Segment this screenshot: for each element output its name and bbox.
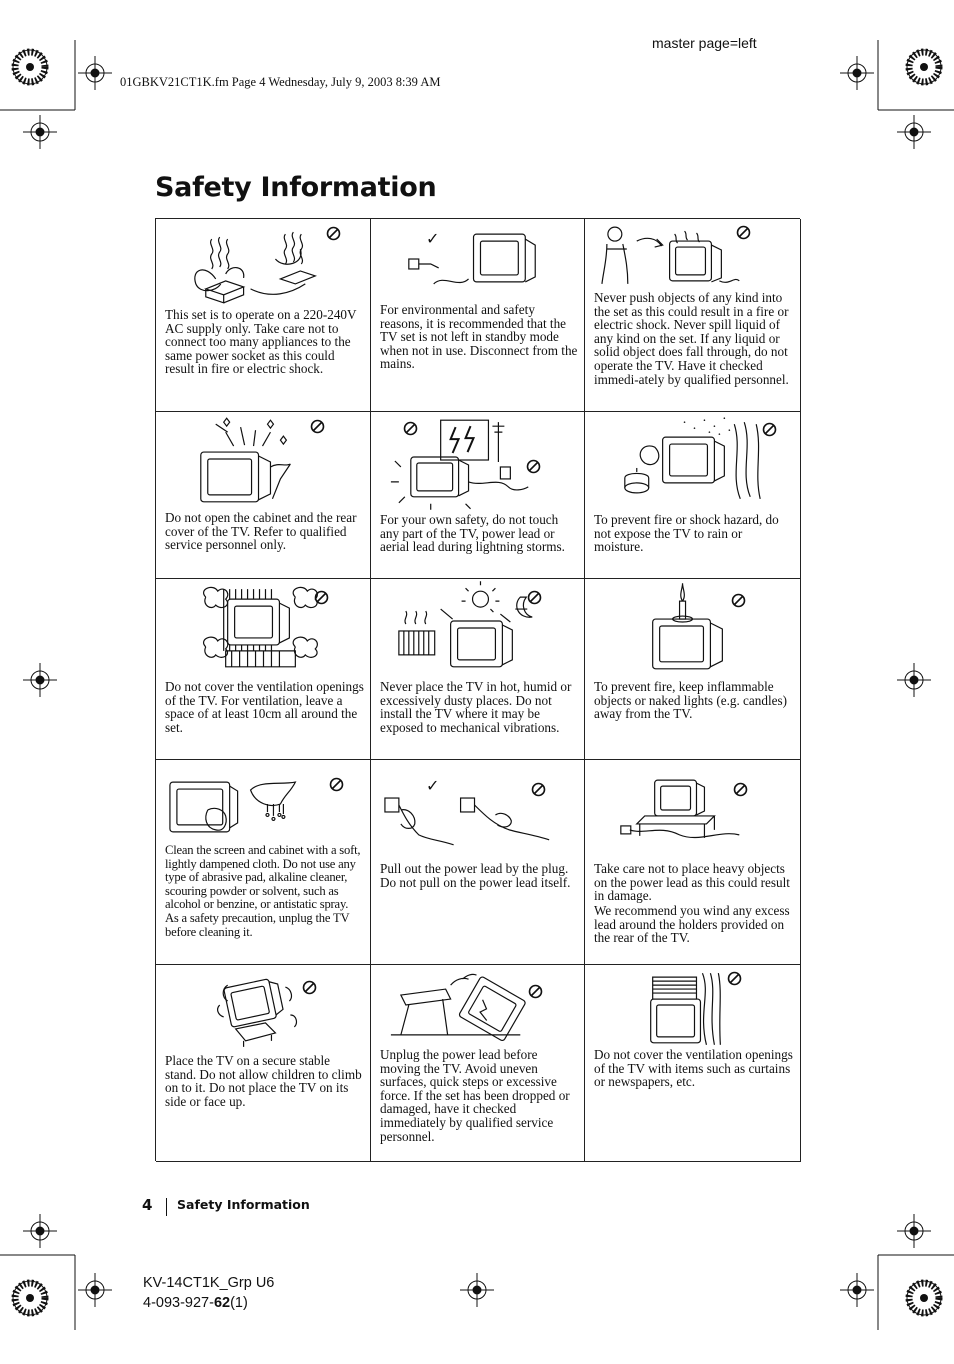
registration-mark-icon (23, 1214, 57, 1248)
page-number: 4 (142, 1196, 153, 1214)
file-info: 01GBKV21CT1K.fm Page 4 Wednesday, July 9, 2003 8:39 AM (120, 75, 441, 89)
checkmark-icon: ✓ (426, 776, 440, 795)
liquid-spill-illustration (585, 219, 800, 291)
safety-text: To prevent fire, keep inflammable objects or naked lights (e.g. candles) away from the TV. (594, 679, 787, 722)
registration-mark-icon (897, 663, 931, 697)
registration-mark-icon (460, 1273, 494, 1307)
prohibited-icon (731, 593, 746, 608)
safety-cell-heavy-objects (585, 760, 801, 965)
safety-text: Do not cover the ventilation openings of the TV. For ventilation, leave a space of at least 10cm all around the set. (165, 679, 364, 735)
prohibited-icon (329, 777, 344, 792)
registration-mark-icon (897, 1214, 931, 1248)
registration-mark-icon (840, 56, 874, 90)
prohibited-icon (736, 225, 751, 240)
checkmark-icon: ✓ (426, 229, 440, 248)
safety-text: Place the TV on a secure stable stand. Do not allow children to climb on to it. Do not place the TV on its side or face up. (165, 1053, 362, 1109)
safety-text: For your own safety, do not touch any part of the TV, power lead or aerial lead during lightning storms. (380, 512, 565, 555)
tv-unplugged-illustration (371, 219, 584, 304)
safety-cell-curtains (585, 965, 801, 1162)
safety-cell-power-supply (156, 219, 371, 412)
prohibited-icon (310, 419, 325, 434)
prohibited-icon (526, 459, 541, 474)
prohibited-icon (733, 782, 748, 797)
prohibited-icon (403, 421, 418, 436)
part-number-suffix: (1) (230, 1295, 248, 1311)
heavy-object-on-lead-illustration (585, 760, 800, 855)
candle-on-tv-illustration (585, 579, 800, 674)
prohibited-icon (528, 984, 543, 999)
covered-vents-illustration (585, 965, 800, 1050)
safety-text: Never place the TV in hot, humid or excessively dusty places. Do not install the TV where it may be exposed to mechanical vibrations. (380, 679, 572, 735)
cleaning-illustration (156, 760, 370, 845)
master-page-label: master page=left (652, 35, 757, 51)
safety-cell-moisture (585, 412, 801, 579)
registration-mark-icon (13, 50, 47, 84)
safety-text: Never push objects of any kind into the set as this could result in a fire or electric shock. Never spill liquid of any kind on the set. If any liquid or solid object does fall through, do not operate the TV. Have it checked immedi-ately by qualified personnel. (594, 290, 789, 387)
safety-cell-stable-stand (156, 965, 371, 1162)
registration-mark-icon (23, 115, 57, 149)
registration-mark-icon (907, 1281, 941, 1315)
safety-text: Take care not to place heavy objects on the power lead as this could result in damage. (594, 861, 790, 904)
safety-cell-cabinet (156, 412, 371, 579)
safety-text: Clean the screen and cabinet with a soft, lightly dampened cloth. Do not use any type of abrasive pad, alkaline cleaner, scouring powder or solvent, such as alcohol or benzine, or antistatic spray. As a safety precaution, unplug the TV before cleaning it. (165, 843, 361, 939)
safety-text: For environmental and safety reasons, it is recommended that the TV set is not left in standby mode when not in use. Disconnect from the mains. (380, 302, 578, 372)
safety-text: We recommend you wind any excess lead around the holders provided on the rear of the TV. (594, 903, 790, 946)
safety-grid (155, 218, 800, 1161)
safety-text: To prevent fire or shock hazard, do not expose the TV to rain or moisture. (594, 512, 779, 555)
safety-cell-power-plug (371, 760, 585, 965)
hot-humid-illustration (371, 579, 584, 674)
safety-text: Do not cover the ventilation openings of the TV with items such as curtains or newspapers, etc. (594, 1047, 793, 1090)
prohibited-icon (527, 590, 542, 605)
model-number: KV-14CT1K_Grp U6 (143, 1275, 275, 1291)
page-title: Safety Information (155, 172, 437, 203)
registration-mark-icon (840, 1273, 874, 1307)
footer-section-title: Safety Information (177, 1197, 310, 1212)
safety-text: Unplug the power lead before moving the TV. Avoid uneven surfaces, quick steps or excessive force. If the set has been dropped or damaged, have it checked immediately by qualified service personnel. (380, 1047, 570, 1144)
registration-mark-icon (78, 56, 112, 90)
prohibited-icon (727, 971, 742, 986)
safety-cell-standby (371, 219, 585, 412)
part-number-prefix: 4-093-927- (143, 1295, 214, 1311)
safety-text: Pull out the power lead by the plug. Do not pull on the power lead itself. (380, 861, 571, 890)
pull-plug-illustration (371, 760, 584, 850)
registration-mark-icon (897, 115, 931, 149)
prohibited-icon (531, 782, 546, 797)
unstable-stand-illustration (156, 965, 370, 1055)
prohibited-icon (302, 980, 317, 995)
registration-mark-icon (23, 663, 57, 697)
safety-cell-lightning (371, 412, 585, 579)
dropped-tv-illustration (371, 965, 584, 1050)
registration-mark-icon (78, 1273, 112, 1307)
footer-divider (166, 1198, 167, 1216)
safety-cell-moving (371, 965, 585, 1162)
safety-cell-candles (585, 579, 801, 760)
registration-mark-icon (907, 50, 941, 84)
registration-mark-icon (13, 1281, 47, 1315)
safety-cell-objects-liquid (585, 219, 801, 412)
prohibited-icon (762, 422, 777, 437)
safety-text: This set is to operate on a 220-240V AC supply only. Take care not to connect too many appliances to the same power socket as this could result in fire or electric shock. (165, 307, 357, 377)
ventilation-space-illustration (156, 579, 370, 674)
safety-cell-cleaning (156, 760, 371, 965)
prohibited-icon (314, 590, 329, 605)
safety-cell-hot-humid (371, 579, 585, 760)
safety-text: Do not open the cabinet and the rear cover of the TV. Refer to qualified service personnel only. (165, 510, 357, 553)
open-cabinet-illustration (156, 412, 370, 512)
safety-cell-ventilation (156, 579, 371, 760)
part-number (143, 1295, 248, 1311)
part-number-bold: 62 (213, 1295, 231, 1311)
prohibited-icon (326, 226, 341, 241)
